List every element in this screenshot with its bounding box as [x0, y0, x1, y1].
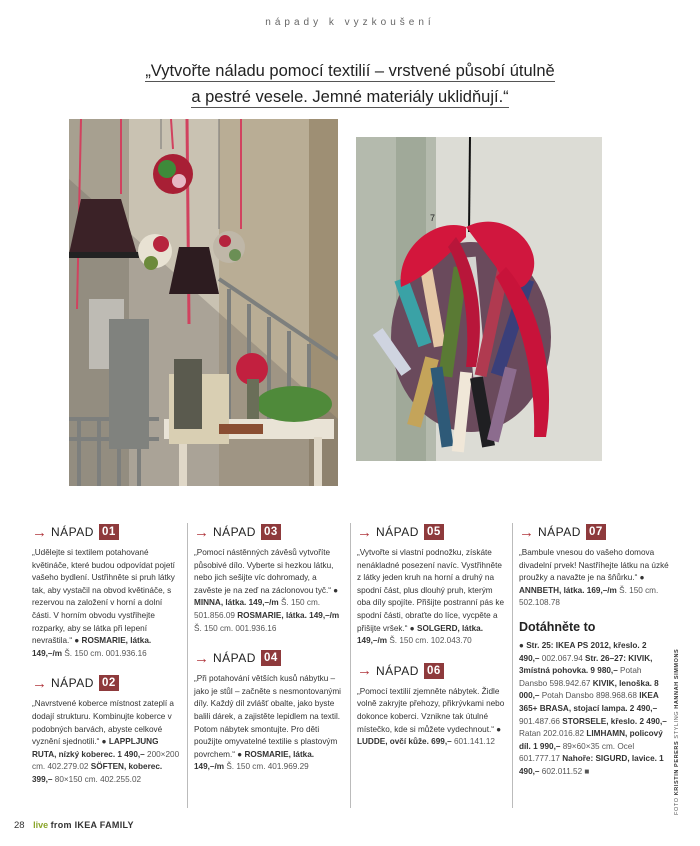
idea-body	[32, 547, 182, 660]
product-name: ROSMARIE, látka.	[81, 636, 152, 646]
idea-number-badge: 04	[261, 650, 281, 666]
idea-body	[519, 547, 669, 610]
product-code: 200×200 cm. 402.279.02	[32, 749, 180, 772]
shopping-item-code: 89×60×35 cm. Ocel 601.777.17	[519, 741, 635, 764]
pull-quote	[100, 58, 600, 110]
shopping-item-code: 602.011.52 ■	[539, 766, 590, 776]
magazine-brand: from IKEA FAMILY	[50, 820, 134, 830]
idea-01	[32, 523, 182, 660]
idea-06	[357, 662, 507, 749]
product-price: 169,–/m	[586, 585, 617, 595]
product-name: SÖFTEN, koberec.	[90, 762, 163, 772]
idea-description: „Vytvořte si vlastní podnožku, získáte nenákladné posezení navíc. Vystřihněte z látky jeden kruh na horní a druhý na spodní část, plus dlouhý pruh, kterým oba díly spojíte. Přišijte postranní pás ke spodní části, obraťte do líce, vycpěte a přišijte vršek.“ ●	[357, 548, 504, 633]
column-divider	[187, 523, 188, 808]
idea-number-badge: 01	[99, 524, 119, 540]
photo-number-label: 7	[430, 213, 436, 223]
idea-description: „Pomocí nástěnných závěsů vytvoříte působivé dílo. Vyberte si hezkou látku, nebo jich sešijte víc dohromady, a zavěste je na zeď na záclonovou tyč.“ ●	[194, 548, 339, 595]
idea-label: NÁPAD	[376, 663, 419, 678]
arrow-right-icon: →	[194, 649, 209, 667]
product-code: Š. 150 cm. 401.969.29	[226, 762, 309, 772]
product-price: 699,–	[431, 737, 452, 747]
shopping-item-code: Potah Dansbo 898.968.68	[539, 691, 640, 701]
idea-07	[519, 523, 669, 610]
idea-description: „Navrstvené koberce místnost zateplí a dodají strukturu. Kombinujte koberce v podobných barvách, abyste celkové vyznění sjednotili.“ ●	[32, 699, 174, 747]
idea-body	[32, 698, 182, 786]
idea-header	[357, 662, 507, 680]
idea-description: „Pomocí textilií zjemněte nábytek. Židle volně zakryjte přehozy, přikrývkami nebo dokonce koberci. Vznikne tak útulné místečko, kde si můžete vydechnout.“ ●	[357, 686, 505, 734]
product-price: 149,–/m	[194, 762, 225, 772]
shopping-item: STORSELE, křeslo. 2 490,–	[562, 716, 667, 726]
shopping-item-code: Ratan 202.016.82	[519, 729, 587, 739]
idea-label: NÁPAD	[213, 651, 256, 666]
product-price: 1 490,–	[117, 749, 145, 759]
product-price: 149,–/m	[309, 610, 340, 620]
product-name: ROSMARIE, látka.	[244, 749, 315, 759]
credit-name: KRISTIN PERERS	[674, 740, 680, 796]
magazine-live-word: live	[33, 820, 49, 830]
idea-number-badge: 02	[99, 675, 119, 691]
product-price: 149,–/m	[357, 636, 388, 646]
product-code: Š. 150 cm. 001.936.16	[64, 648, 147, 658]
idea-label: NÁPAD	[538, 525, 581, 539]
idea-number-badge: 06	[424, 663, 444, 679]
shopping-list	[519, 640, 669, 779]
product-name: ROSMARIE, látka.	[237, 610, 307, 620]
idea-body	[194, 547, 344, 635]
idea-02	[32, 674, 182, 786]
shopping-item: Nahoře: SIGURD, lavice. 1 490,–	[519, 754, 664, 776]
idea-header	[357, 523, 507, 541]
arrow-right-icon: →	[32, 523, 47, 541]
pompom-photo	[356, 137, 602, 461]
credit-label: FOTO	[674, 797, 680, 815]
idea-03	[194, 523, 344, 635]
idea-05	[357, 523, 507, 648]
shopping-item-code: 002.067.94	[539, 653, 586, 663]
product-code: Š. 150 cm. 501.856.09	[194, 598, 321, 620]
idea-label: NÁPAD	[213, 525, 256, 539]
product-price: 149,–/m	[32, 648, 63, 658]
idea-label: NÁPAD	[51, 525, 94, 539]
idea-number-badge: 03	[261, 524, 281, 540]
idea-number-badge: 05	[424, 524, 444, 540]
idea-body	[357, 686, 507, 749]
page-number: 28	[14, 820, 25, 831]
idea-header	[32, 674, 182, 692]
product-code: 601.141.12	[453, 737, 495, 747]
column-2	[194, 523, 344, 784]
product-name: LAPPLJUNG RUTA, nízký koberec.	[32, 737, 159, 759]
pull-quote-line-2: a pestré vesele. Jemné materiály uklidňují.“	[191, 88, 509, 106]
product-code: Š. 150 cm. 102.043.70	[389, 636, 472, 646]
column-4	[519, 523, 669, 779]
idea-label: NÁPAD	[376, 525, 419, 539]
product-price: 399,–	[32, 774, 53, 784]
arrow-right-icon: →	[194, 523, 209, 541]
idea-description: „Bambule vnesou do vašeho domova divadelní prvek! Nastříhejte látku na úzké proužky a navažte je na šňůrku.“ ●	[519, 548, 669, 583]
product-name: MINNA, látka.	[194, 598, 247, 608]
arrow-right-icon: →	[357, 662, 372, 680]
product-code: 80×150 cm. 402.255.02	[54, 774, 142, 784]
idea-header	[32, 523, 182, 541]
idea-description: „Udělejte si textilem potahované květináče, které budou odpovídat pojetí vašeho bydlení. Ustřihněte si pruh látky tak, aby vystačil na obvod květináče, s rezervou na založení v horní a dolní části. V horním obvodu vystřihejte rozparky, aby se látka při lepení nevraštila.“ ●	[32, 548, 175, 646]
idea-04	[194, 649, 344, 774]
idea-header	[194, 649, 344, 667]
column-1	[32, 523, 182, 797]
idea-header	[519, 523, 669, 541]
idea-label: NÁPAD	[51, 676, 94, 691]
shopping-item: ● Str. 25: IKEA PS 2012, křeslo. 2 490,–	[519, 640, 647, 663]
credit-name: HANNAH SIMMONS	[674, 648, 680, 709]
product-name: ANNBETH, látka.	[519, 585, 585, 595]
pompom-illustration	[356, 137, 602, 461]
photo-credit	[674, 648, 684, 815]
page-footer	[14, 820, 134, 831]
staircase-illustration	[69, 119, 338, 486]
arrow-right-icon: →	[357, 523, 372, 541]
credit-label: STYLING	[674, 710, 680, 739]
shopping-list-title: Dotáhněte to	[519, 619, 596, 634]
idea-header	[194, 523, 344, 541]
shopping-item-code: 901.487.66	[519, 716, 563, 726]
shopping-item: LIMHAMN, policový díl. 1 990,–	[519, 729, 663, 751]
pull-quote-line-1: „Vytvořte náladu pomocí textilií – vrstvené působí útulně	[145, 62, 555, 80]
product-code: Š. 150 cm. 001.936.16	[194, 623, 277, 633]
arrow-right-icon: →	[32, 674, 47, 692]
idea-description: „Při potahování větších kusů nábytku – jako je stůl – začněte s nesmontovanými díly. Každý díl zvlášť obalte, jako byste balili dárek, a zajistěte lepidlem na textil. Potom nábytek smontujte. Pro děti použijte omyvatelné textilie s plastovým povrchem.“ ●	[194, 674, 341, 759]
shopping-item-code: Potah Dansbo 598.942.67	[519, 666, 642, 688]
arrow-right-icon: →	[519, 523, 534, 541]
column-divider	[350, 523, 351, 808]
column-divider	[512, 523, 513, 808]
idea-body	[357, 547, 507, 648]
idea-number-badge: 07	[586, 524, 606, 540]
product-name: LUDDE, ovčí kůže.	[357, 737, 429, 747]
product-price: 149,–/m	[248, 598, 279, 608]
shopping-item: IKEA 365+ BRASA, stojací lampa. 2 490,–	[519, 691, 659, 713]
idea-body	[194, 673, 344, 774]
section-kicker: nápady k vyzkoušení	[265, 17, 435, 28]
shopping-item: Str. 26–27: KIVIK, 3místná pohovka. 9 980,–	[519, 653, 653, 676]
column-3	[357, 523, 507, 759]
staircase-photo	[69, 119, 338, 486]
product-code: Š. 150 cm. 502.108.78	[519, 585, 659, 608]
shopping-item: KIVIK, lenoška. 8 000,–	[519, 678, 659, 701]
product-name: SOLGERD, látka.	[417, 623, 483, 633]
